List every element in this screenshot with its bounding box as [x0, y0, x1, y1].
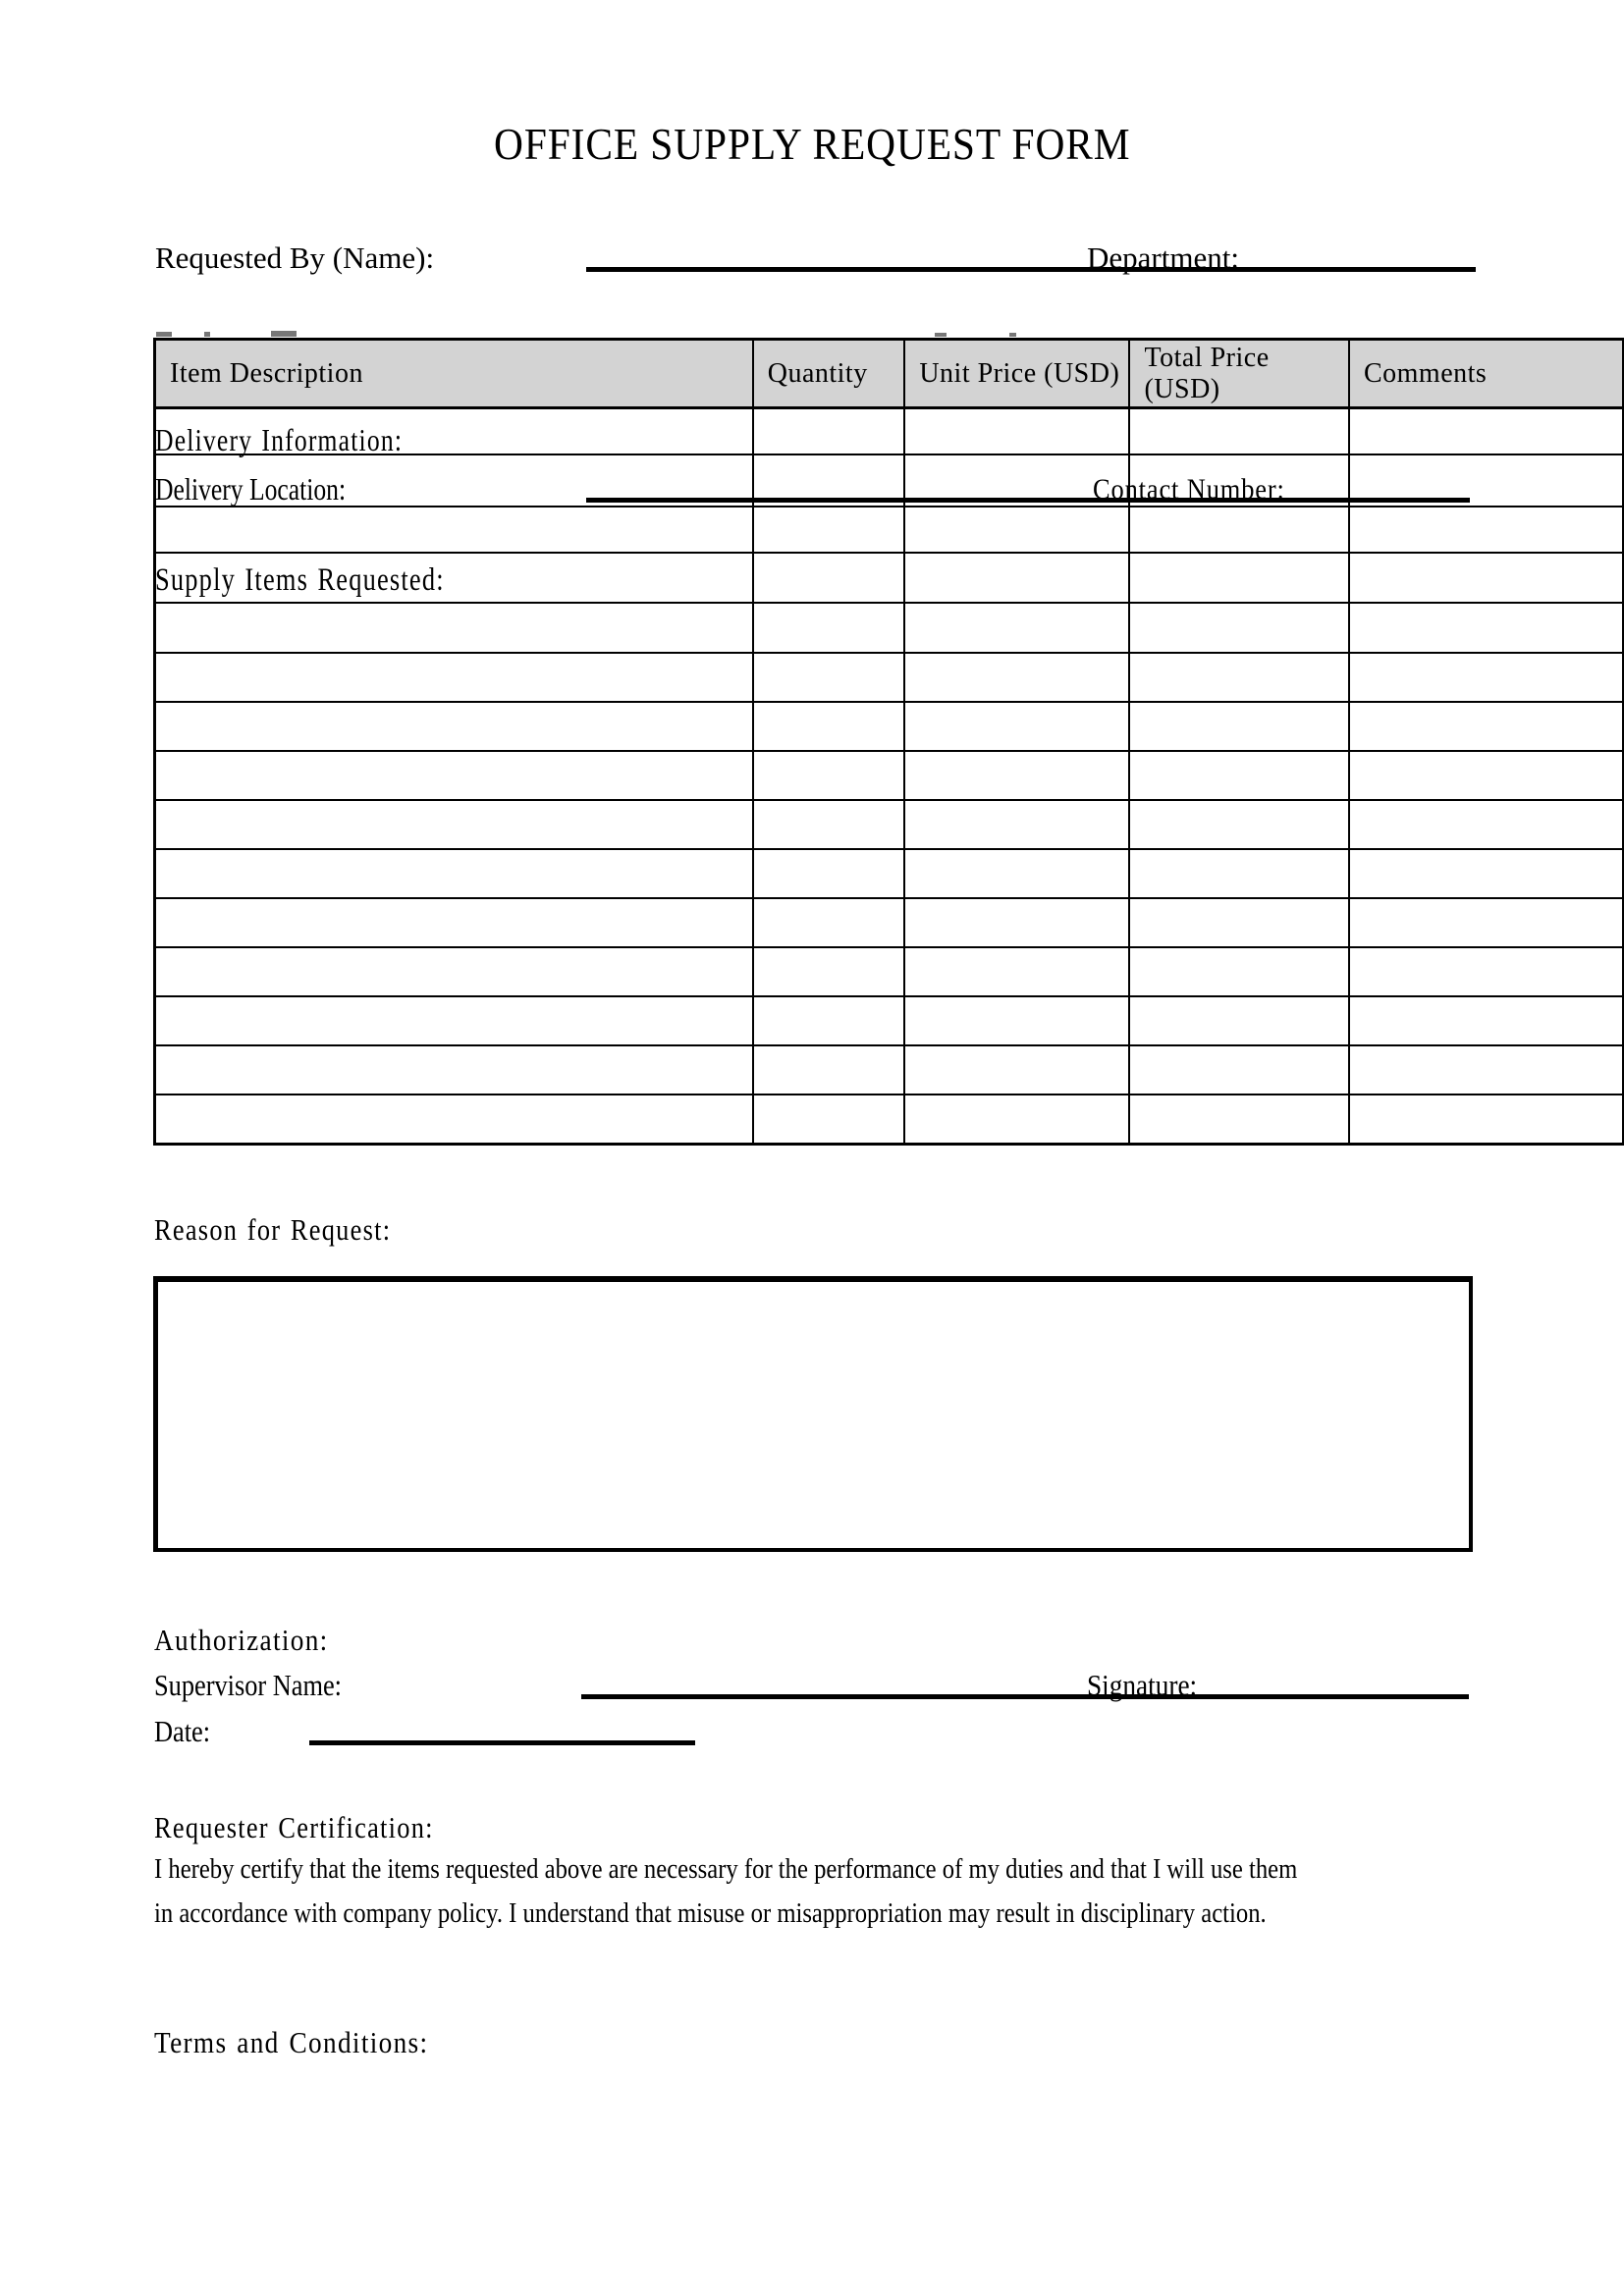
table-cell[interactable]: [1129, 1095, 1349, 1145]
header-cell-unit-price-usd: Unit Price (USD): [904, 340, 1129, 408]
table-cell[interactable]: [1349, 996, 1623, 1045]
table-cell[interactable]: [1129, 996, 1349, 1045]
table-cell[interactable]: [753, 751, 905, 800]
clipped-text-fragment: [204, 332, 210, 337]
table-cell[interactable]: [155, 1045, 753, 1095]
reason-for-request-label: Reason for Request:: [154, 1212, 392, 1247]
table-cell[interactable]: [1349, 849, 1623, 898]
supply-items-requested-label: Supply Items Requested:: [155, 562, 445, 598]
header-cell-item-description: Item Description: [155, 340, 753, 408]
date-label: Date:: [154, 1714, 211, 1748]
table-cell[interactable]: [1349, 1045, 1623, 1095]
table-cell[interactable]: [1129, 898, 1349, 947]
delivery-location-label: Delivery Location:: [155, 471, 347, 507]
table-cell[interactable]: [904, 751, 1129, 800]
table-cell[interactable]: [1349, 898, 1623, 947]
table-cell[interactable]: [753, 702, 905, 751]
table-cell[interactable]: [155, 1095, 753, 1145]
table-cell[interactable]: [904, 1095, 1129, 1145]
table-cell[interactable]: [1129, 849, 1349, 898]
table-cell[interactable]: [904, 702, 1129, 751]
department-label: Department:: [1087, 240, 1239, 275]
reason-box[interactable]: [153, 1276, 1473, 1552]
table-row: [155, 996, 1624, 1045]
authorization-label: Authorization:: [154, 1623, 329, 1657]
supervisor-name-label: Supervisor Name:: [154, 1668, 343, 1702]
table-cell[interactable]: [155, 800, 753, 849]
terms-and-conditions-label: Terms and Conditions:: [154, 2025, 429, 2059]
table-cell[interactable]: [753, 898, 905, 947]
requested-by-label: Requested By (Name):: [155, 240, 435, 275]
table-cell[interactable]: [904, 1045, 1129, 1095]
delivery-location-line[interactable]: [586, 498, 1470, 503]
table-cell[interactable]: [753, 603, 905, 653]
requester-certification-label: Requester Certification:: [154, 1810, 434, 1844]
table-cell[interactable]: [753, 849, 905, 898]
table-cell[interactable]: [1349, 947, 1623, 996]
table-cell[interactable]: [1129, 800, 1349, 849]
table-cell[interactable]: [155, 996, 753, 1045]
table-cell[interactable]: [904, 898, 1129, 947]
table-row: [155, 507, 1624, 553]
table-cell[interactable]: [904, 603, 1129, 653]
supply-table: [153, 338, 1624, 1146]
table-cell[interactable]: [904, 947, 1129, 996]
clipped-text-fragment: [156, 332, 172, 337]
table-cell[interactable]: [1129, 1045, 1349, 1095]
table-cell[interactable]: [904, 553, 1129, 603]
signature-label: Signature:: [1087, 1668, 1198, 1702]
delivery-information-label: Delivery Information:: [155, 422, 404, 457]
table-cell[interactable]: [904, 849, 1129, 898]
table-cell[interactable]: [1349, 603, 1623, 653]
requested-by-line[interactable]: [586, 267, 1476, 272]
table-row: [155, 947, 1624, 996]
contact-number-label: Contact Number:: [1093, 473, 1285, 506]
header-cell-comments: Comments: [1349, 340, 1623, 408]
table-row: [155, 898, 1624, 947]
table-row: [155, 603, 1624, 653]
table-cell[interactable]: [904, 800, 1129, 849]
table-cell[interactable]: [1349, 1095, 1623, 1145]
table-row: [155, 1095, 1624, 1145]
table-cell[interactable]: [155, 702, 753, 751]
table-cell[interactable]: [155, 603, 753, 653]
table-cell[interactable]: [753, 947, 905, 996]
table-cell[interactable]: [1129, 553, 1349, 603]
signature-line[interactable]: [581, 1694, 1469, 1699]
table-cell[interactable]: [753, 507, 905, 553]
table-row: [155, 800, 1624, 849]
table-cell[interactable]: [155, 898, 753, 947]
form-title: OFFICE SUPPLY REQUEST FORM: [493, 119, 1131, 169]
table-row: [155, 702, 1624, 751]
table-cell[interactable]: [155, 507, 753, 553]
table-row: [155, 849, 1624, 898]
table-cell[interactable]: [1349, 553, 1623, 603]
table-cell[interactable]: [753, 408, 905, 454]
table-cell[interactable]: [1349, 751, 1623, 800]
table-cell[interactable]: [904, 408, 1129, 454]
table-cell[interactable]: [155, 751, 753, 800]
certification-text-line: in accordance with company policy. I understand that misuse or misappropriation may result in disciplinary action.: [154, 1897, 1267, 1929]
header-cell-quantity: Quantity: [753, 340, 905, 408]
table-cell[interactable]: [904, 507, 1129, 553]
table-cell[interactable]: [753, 1045, 905, 1095]
table-cell[interactable]: [753, 996, 905, 1045]
table-cell[interactable]: [753, 1095, 905, 1145]
table-cell[interactable]: [1349, 800, 1623, 849]
table-cell[interactable]: [753, 653, 905, 702]
table-cell[interactable]: [1129, 751, 1349, 800]
table-cell[interactable]: [1129, 702, 1349, 751]
table-cell[interactable]: [904, 653, 1129, 702]
page-title-row: [0, 118, 1624, 170]
table-cell[interactable]: [1129, 507, 1349, 553]
certification-text-line: I hereby certify that the items requested above are necessary for the performance of my duties and that I will use them: [154, 1853, 1298, 1885]
table-cell[interactable]: [1349, 653, 1623, 702]
table-cell[interactable]: [155, 947, 753, 996]
table-cell[interactable]: [1129, 653, 1349, 702]
clipped-text-fragment: [935, 333, 947, 337]
table-cell[interactable]: [904, 996, 1129, 1045]
table-cell[interactable]: [155, 849, 753, 898]
table-header-row: [155, 340, 1624, 408]
table-cell[interactable]: [1129, 603, 1349, 653]
table-row: [155, 653, 1624, 702]
clipped-text-fragment: [271, 331, 297, 337]
clipped-text-fragment: [1009, 333, 1016, 337]
table-cell[interactable]: [753, 553, 905, 603]
table-row: [155, 1045, 1624, 1095]
date-line[interactable]: [309, 1740, 695, 1745]
table-cell[interactable]: [1349, 702, 1623, 751]
table-cell[interactable]: [1129, 408, 1349, 454]
table-row: [155, 751, 1624, 800]
table-cell[interactable]: [1349, 507, 1623, 553]
header-cell-total-price-usd: Total Price (USD): [1129, 340, 1349, 408]
table-cell[interactable]: [753, 800, 905, 849]
table-cell[interactable]: [1349, 408, 1623, 454]
table-cell[interactable]: [155, 653, 753, 702]
table-cell[interactable]: [1129, 947, 1349, 996]
